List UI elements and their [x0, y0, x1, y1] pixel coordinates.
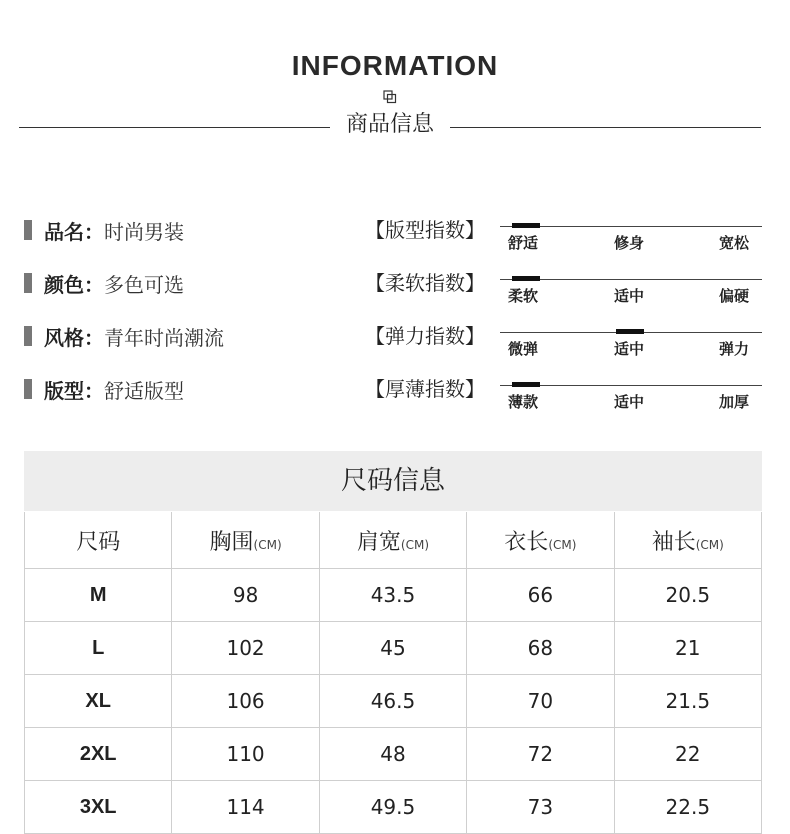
attribute-row	[24, 217, 184, 243]
information-heading: INFORMATION	[291, 50, 499, 81]
index-scale	[500, 328, 762, 358]
attribute-value: 时尚男装	[104, 219, 184, 244]
size-cell: XL	[25, 675, 172, 728]
sleeve-cell: 21.5	[614, 675, 761, 728]
attribute-label: 版型：	[44, 378, 104, 403]
column-name: 尺码	[76, 529, 121, 555]
scale-middle-label: 适中	[614, 287, 645, 305]
scale-marker	[512, 382, 540, 387]
chest-cell: 98	[172, 569, 319, 622]
column-header	[319, 512, 466, 569]
table-row	[25, 728, 762, 781]
table-row	[25, 675, 762, 728]
scale-marker	[512, 223, 540, 228]
attribute-value: 舒适版型	[104, 378, 184, 403]
column-header	[172, 512, 319, 569]
column-name: 胸围	[209, 529, 254, 555]
scale-middle-label: 适中	[614, 393, 645, 411]
length-cell: 66	[467, 569, 614, 622]
shoulder-cell: 43.5	[319, 569, 466, 622]
column-header	[467, 512, 614, 569]
table-row	[25, 569, 762, 622]
size-cell: M	[25, 569, 172, 622]
size-info-title: 尺码信息	[340, 466, 445, 496]
scale-right-label: 偏硬	[719, 287, 750, 305]
scale-middle-label: 适中	[614, 340, 645, 358]
attribute-label: 颜色：	[44, 272, 104, 297]
column-name: 肩宽	[356, 529, 401, 555]
scale-marker	[616, 329, 644, 334]
attribute-label: 品名：	[44, 219, 104, 244]
scale-right-label: 弹力	[719, 340, 750, 358]
scale-right-label: 宽松	[719, 234, 750, 252]
sleeve-cell: 22	[614, 728, 761, 781]
size-info-band	[24, 451, 762, 511]
chest-cell: 110	[172, 728, 319, 781]
column-unit: (CM)	[695, 537, 724, 552]
length-cell: 70	[467, 675, 614, 728]
column-unit: (CM)	[400, 537, 430, 552]
scale-left-label: 柔软	[508, 287, 539, 305]
index-scale	[500, 381, 762, 411]
size-table	[24, 512, 762, 834]
size-cell: 2XL	[25, 728, 172, 781]
chest-cell: 114	[172, 781, 319, 834]
sleeve-cell: 22.5	[614, 781, 761, 834]
attribute-value: 青年时尚潮流	[104, 325, 224, 350]
shoulder-cell: 46.5	[319, 675, 466, 728]
index-label: 【厚薄指数】	[365, 377, 485, 401]
column-header	[25, 512, 172, 569]
attribute-label: 风格：	[44, 325, 104, 350]
attribute-marker	[24, 379, 32, 399]
scale-marker	[512, 276, 540, 281]
attribute-row	[24, 376, 184, 402]
table-row	[25, 781, 762, 834]
column-name: 衣长	[504, 529, 549, 555]
scale-left-label: 微弹	[508, 340, 539, 358]
column-header	[614, 512, 761, 569]
scale-left-label: 薄款	[508, 393, 539, 411]
sleeve-cell: 20.5	[614, 569, 761, 622]
chest-cell: 102	[172, 622, 319, 675]
index-label: 【柔软指数】	[365, 271, 485, 295]
index-scale	[500, 222, 762, 252]
size-cell: L	[25, 622, 172, 675]
length-cell: 72	[467, 728, 614, 781]
squares-icon	[383, 90, 397, 104]
attribute-row	[24, 270, 184, 296]
shoulder-cell: 48	[319, 728, 466, 781]
table-header-row	[25, 512, 762, 569]
index-scale	[500, 275, 762, 305]
column-name: 袖长	[651, 529, 696, 555]
length-cell: 68	[467, 622, 614, 675]
divider-right	[450, 127, 761, 128]
attribute-marker	[24, 220, 32, 240]
scale-right-label: 加厚	[719, 393, 750, 411]
attribute-row	[24, 323, 224, 349]
length-cell: 73	[467, 781, 614, 834]
product-info-subtitle: 商品信息	[345, 112, 434, 137]
index-label: 【版型指数】	[365, 218, 485, 242]
shoulder-cell: 45	[319, 622, 466, 675]
column-unit: (CM)	[548, 537, 577, 552]
scale-middle-label: 修身	[614, 234, 645, 252]
size-cell: 3XL	[25, 781, 172, 834]
table-row	[25, 622, 762, 675]
index-label: 【弹力指数】	[365, 324, 485, 348]
shoulder-cell: 49.5	[319, 781, 466, 834]
attribute-marker	[24, 326, 32, 346]
sleeve-cell: 21	[614, 622, 761, 675]
chest-cell: 106	[172, 675, 319, 728]
attribute-marker	[24, 273, 32, 293]
column-unit: (CM)	[253, 537, 282, 552]
subtitle-row	[19, 110, 761, 140]
scale-left-label: 舒适	[508, 234, 539, 252]
attribute-value: 多色可选	[104, 272, 184, 297]
